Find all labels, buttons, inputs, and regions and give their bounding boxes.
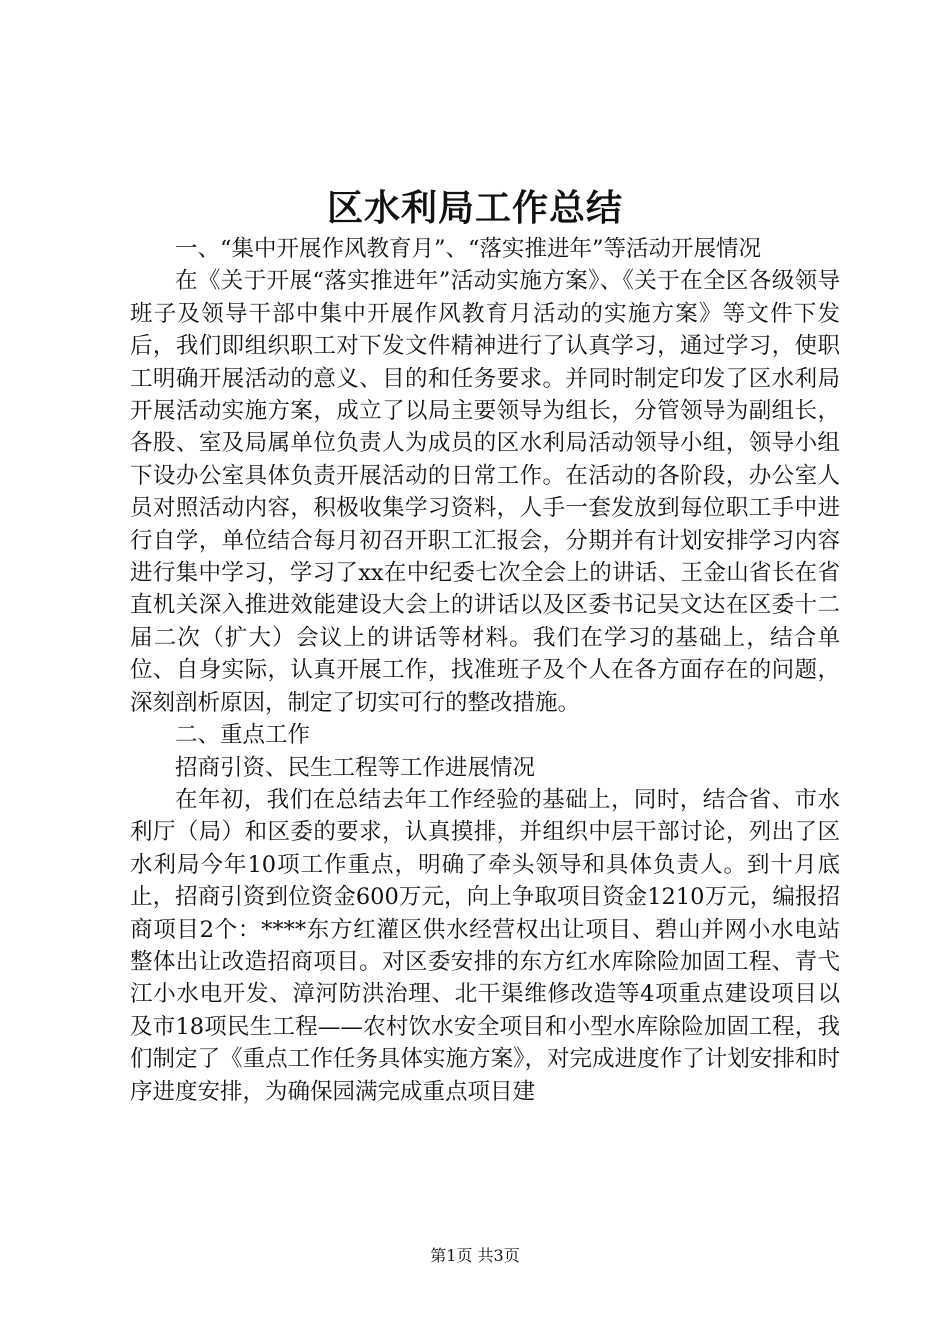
document-body [130,233,840,1108]
section-heading-2: 二、重点工作 [175,722,311,749]
body-paragraph-2: 在年初，我们在总结去年工作经验的基础上，同时，结合省、市水利厅（局）和区委的要求，认真摸排，并组织中层干部讨论，列出了区水利局今年10项工作重点，明确了牵头领导和具体负责人。到十月底止，招商引资到位资金600万元，向上争取项目资金1210万元，编报招商项目2个：****东方红灌区供水经营权出让项目、碧山并网小水电站整体出让改造招商项目。对区委安排的东方红水库除险加固工程、青弋江小水电开发、漳河防洪治理、北干渠维修改造等4项重点建设项目以及市18项民生工程——农村饮水安全项目和小型水库除险加固工程，我们制定了《重点工作任务具体实施方案》，对完成进度作了计划安排和时序进度安排，为确保园满完成重点项目建 [130,786,840,1105]
section-heading-1: 一、“集中开展作风教育月”、“落实推进年”等活动开展情况 [175,236,762,262]
document-title: 区水利局工作总结 [326,187,623,229]
page-number-footer: 第1页 共3页 [430,1246,520,1265]
body-paragraph-1: 在《关于开展“落实推进年”活动实施方案》、《关于在全区各级领导班子及领导干部中集中开展作风教育月活动的实施方案》等文件下发后，我们即组织职工对下发文件精神进行了认真学习，通过学习，使职工明确开展活动的意义、目的和任务要求。并同时制定印发了区水利局开展活动实施方案，成立了以局主要领导为组长，分管领导为副组长，各股、室及局属单位负责人为成员的区水利局活动领导小组，领导小组下设办公室具体负责开展活动的日常工作。在活动的各阶段，办公室人员对照活动内容，积极收集学习资料，人手一套发放到每位职工手中进行自学，单位结合每月初召开职工汇报会，分期并有计划安排学习内容进行集中学习，学习了xx在中纪委七次全会上的讲话、王金山省长在省直机关深入推进效能建设大会上的讲话以及区委书记吴文达在区委十二届二次（扩大）会议上的讲话等材料。我们在学习的基础上，结合单位、自身实际，认真开展工作，找准班子及个人在各方面存在的问题，深刻剖析原因，制定了切实可行的整改措施。 [130,268,840,716]
subsection-heading: 招商引资、民生工程等工作进展情况 [175,754,536,781]
